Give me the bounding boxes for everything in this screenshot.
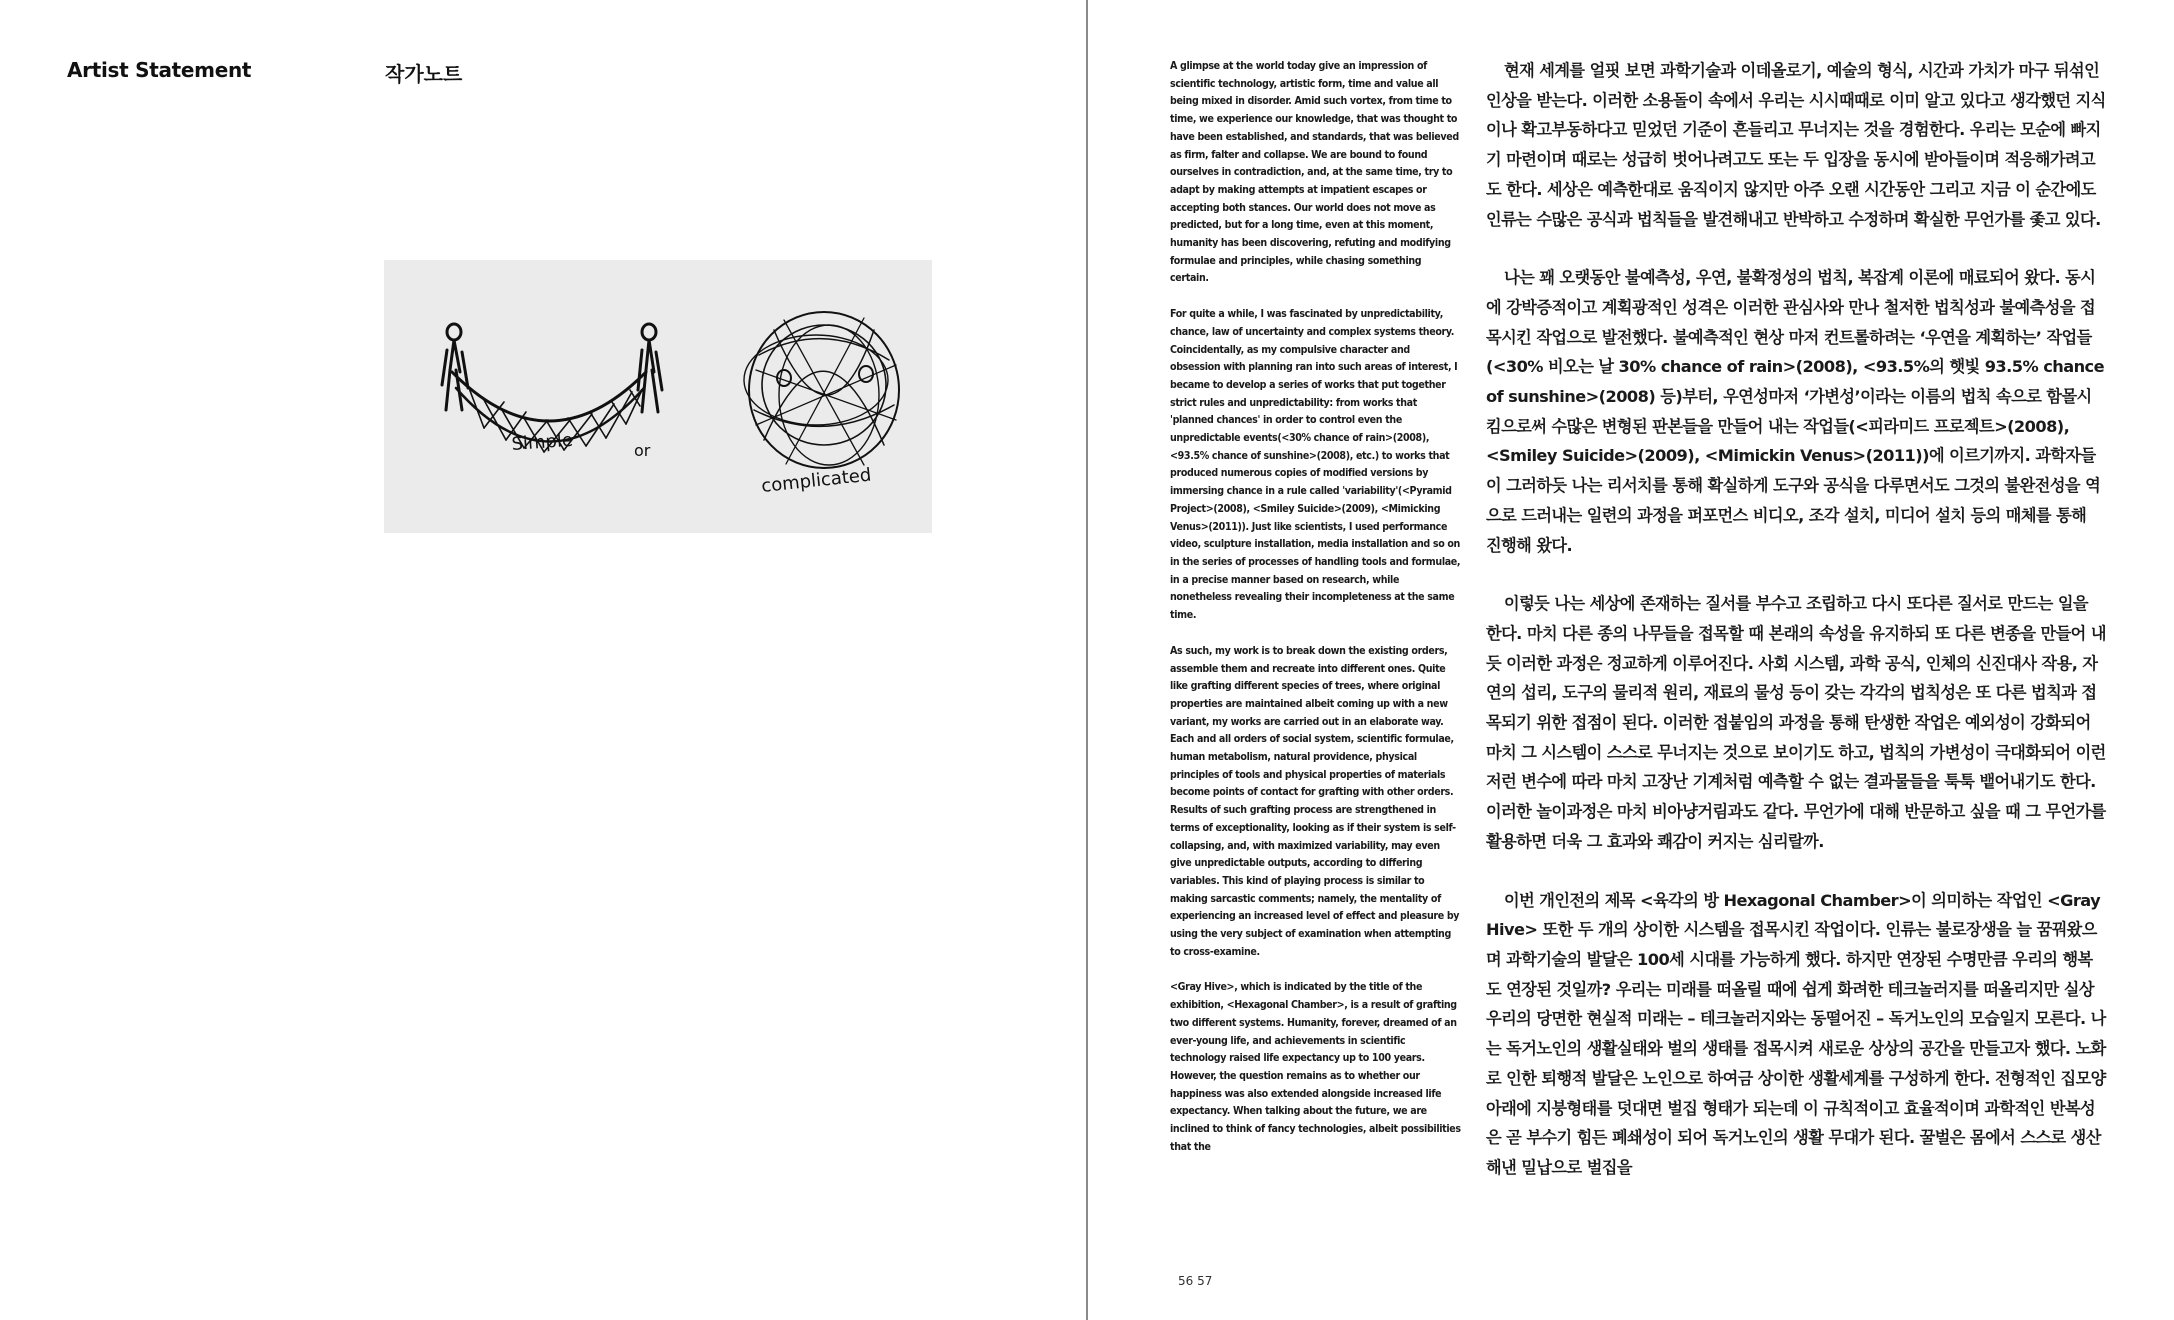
korean-paragraph: 현재 세계를 얼핏 보면 과학기술과 이데올로기, 예술의 형식, 시간과 가치가 마구 뒤섞인 인상을 받는다. 이러한 소용돌이 속에서 우리는 시시때때로 이미 알고 있다고 생각했던 지식이나 확고부동하다고 믿었던 기준이 흔들리고 무너지는 것을 경험한다. 우리는 모순에 빠지기 마련이며 때로는 성급히 벗어나려고도 또는 두 입장을 동시에 받아들이며 적응해가려고도 한다. 세상은 예측한대로 움직이지 않지만 아주 오랜 시간동안 그리고 지금 이 순간에도 인류는 수많은 공식과 법칙들을 발견해내고 반박하고 수정하며 확실한 무언가를 좇고 있다. <box>1486 61 2106 229</box>
sketch-drawing <box>384 260 932 533</box>
english-paragraph: A glimpse at the world today give an impression of scientific technology, artistic form, time and value all being mixed in disorder. Amid such vortex, from time to time, we experience our knowledge, that was thought to have been established, and standards, that was believed as firm, falter and collapse. We are bound to found ourselves in contradiction, and, at the same time, try to adapt by making attempts at impatient escapes or accepting both stances. Our world does not move as predicted, but for a long time, even at this moment, humanity has been discovering, refuting and modifying formulae and principles, while chasing something certain. <box>1170 60 1459 285</box>
sketch-label-or: or <box>634 441 651 460</box>
page-numbers: 56 57 <box>1178 1274 1213 1288</box>
korean-paragraph: 나는 꽤 오랫동안 불예측성, 우연, 불확정성의 법칙, 복잡계 이론에 매료되어 왔다. 동시에 강박증적이고 계획광적인 성격은 이러한 관심사와 만나 철저한 법칙성과 불예측성을 접목시킨 작업으로 발전했다. 불예측적인 현상 마저 컨트롤하려는 ‘우연을 계획하는’ 작업들(<30% 비오는 날 30% chance of rain>(2008), <93.5%의 햇빛 93.5% chance of sunshine>(2008) 등)부터, 우연성마저 ‘가변성’이라는 이름의 법칙 속으로 함몰시킴으로써 수많은 변형된 판본들을 만들어 내는 작업들(<피라미드 프로젝트>(2008), <Smiley Suicide>(2009), <Mimickin Venus>(2011))에 이르기까지. 과학자들이 그러하듯 나는 리서치를 통해 확실하게 도구와 공식을 다루면서도 그것의 불완전성을 역으로 드러내는 일련의 과정을 퍼포먼스 비디오, 조각 설치, 미디어 설치 등의 매체를 통해 진행해 왔다. <box>1486 268 2105 555</box>
english-paragraph: As such, my work is to break down the existing orders, assemble them and recreate into different ones. Quite like grafting different species of trees, where original properties are maintained albeit coming up with a new variant, my works are carried out in an elaborate way. Each and all orders of social system, scientific formulae, human metabolism, natural providence, physical principles of tools and physical properties of materials become points of contact for grafting with other orders. Results of such grafting process are strengthened in terms of exceptionality, looking as if their system is self-collapsing, and, with maximized variability, may even give unpredictable outputs, according to differing variables. This kind of playing process is similar to making sarcastic comments; namely, the mentality of experiencing an increased level of effect and pleasure by using the very subject of examination when attempting to cross-examine. <box>1170 644 1460 958</box>
english-text-column <box>1170 58 1462 1174</box>
sketch-label-simple: Simple <box>510 429 574 455</box>
english-paragraph: <Gray Hive>, which is indicated by the title of the exhibition, <Hexagonal Chamber>, is a result of grafting two different systems. Humanity, forever, dreamed of an ever-young life, and achievements in scientific technology raised life expectancy up to 100 years. However, the question remains as to whether our happiness was also extended alongside increased life expectancy. When talking about the future, we are inclined to think of fancy technologies, albeit possibilities that the <box>1170 981 1461 1153</box>
korean-text-column <box>1486 56 2106 1212</box>
heading-korean-title: 작가노트 <box>385 62 463 86</box>
korean-paragraph: 이렇듯 나는 세상에 존재하는 질서를 부수고 조립하고 다시 또다른 질서로 만드는 일을 한다. 마치 다른 종의 나무들을 접목할 때 본래의 속성을 유지하되 또 다른 변종을 만들어 내듯 이러한 과정은 정교하게 이루어진다. 사회 시스템, 과학 공식, 인체의 신진대사 작용, 자연의 섭리, 도구의 물리적 원리, 재료의 물성 등이 갖는 각각의 법칙성은 또 다른 법칙과 접목되기 위한 접점이 된다. 이러한 접붙임의 과정을 통해 탄생한 작업은 예외성이 강화되어 마치 그 시스템이 스스로 무너지는 것으로 보이기도 하고, 법칙의 가변성이 극대화되어 이런저런 변수에 따라 마치 고장난 기계처럼 예측할 수 없는 결과물들을 툭툭 뱉어내기도 한다. 이러한 놀이과정은 마치 비아냥거림과도 같다. 무언가에 대해 반문하고 싶을 때 그 무언가를 활용하면 더욱 그 효과와 쾌감이 커지는 심리랄까. <box>1486 594 2106 851</box>
sketch-label-complicated: complicated <box>760 464 873 497</box>
english-paragraph: For quite a while, I was fascinated by unpredictability, chance, law of uncertainty and complex systems theory. Coincidentally, as my compulsive character and obsession with planning ran into such areas of interest, I became to develop a series of works that put together strict rules and unpredictability: from works that 'planned chances' in order to control even the unpredictable events(<30% chance of rain>(2008), <93.5% chance of sunshine>(2008), etc.) to works that produced numerous copies of modified versions by immersing chance in a rule called 'variability'(<Pyramid Project>(2008), <Smiley Suicide>(2009), <Mimicking Venus>(2011)). Just like scientists, I used performance video, sculpture installation, media installation and so on in the series of processes of handling tools and formulae, in a precise manner based on research, while nonetheless revealing their incompleteness at the same time. <box>1170 308 1461 622</box>
heading-artist-statement: Artist Statement <box>67 58 252 82</box>
korean-paragraph: 이번 개인전의 제목 <육각의 방 Hexagonal Chamber>이 의미하는 작업인 <Gray Hive> 또한 두 개의 상이한 시스템을 접목시킨 작업이다. 인류는 불로장생을 늘 꿈꿔왔으며 과학기술의 발달은 100세 시대를 가능하게 했다. 하지만 연장된 수명만큼 우리의 행복도 연장된 것일까? 우리는 미래를 떠올릴 때에 쉽게 화려한 테크놀러지를 떠올리지만 실상 우리의 당면한 현실적 미래는 – 테크놀러지와는 동떨어진 – 독거노인의 모습일지 모른다. 나는 독거노인의 생활실태와 벌의 생태를 접목시켜 새로운 상상의 공간을 만들고자 했다. 노화로 인한 퇴행적 발달은 노인으로 하여금 상이한 생활세계를 구성하게 한다. 전형적인 집모양 아래에 지붕형태를 덧대면 벌집 형태가 되는데 이 규칙적이고 효율적이며 과학적인 반복성은 곧 부수기 힘든 폐쇄성이 되어 독거노인의 생활 무대가 된다. 꿀벌은 몸에서 스스로 생산해낸 밀납으로 벌집을 <box>1486 890 2106 1177</box>
sketch-image <box>384 260 932 533</box>
left-page <box>0 0 1086 1320</box>
